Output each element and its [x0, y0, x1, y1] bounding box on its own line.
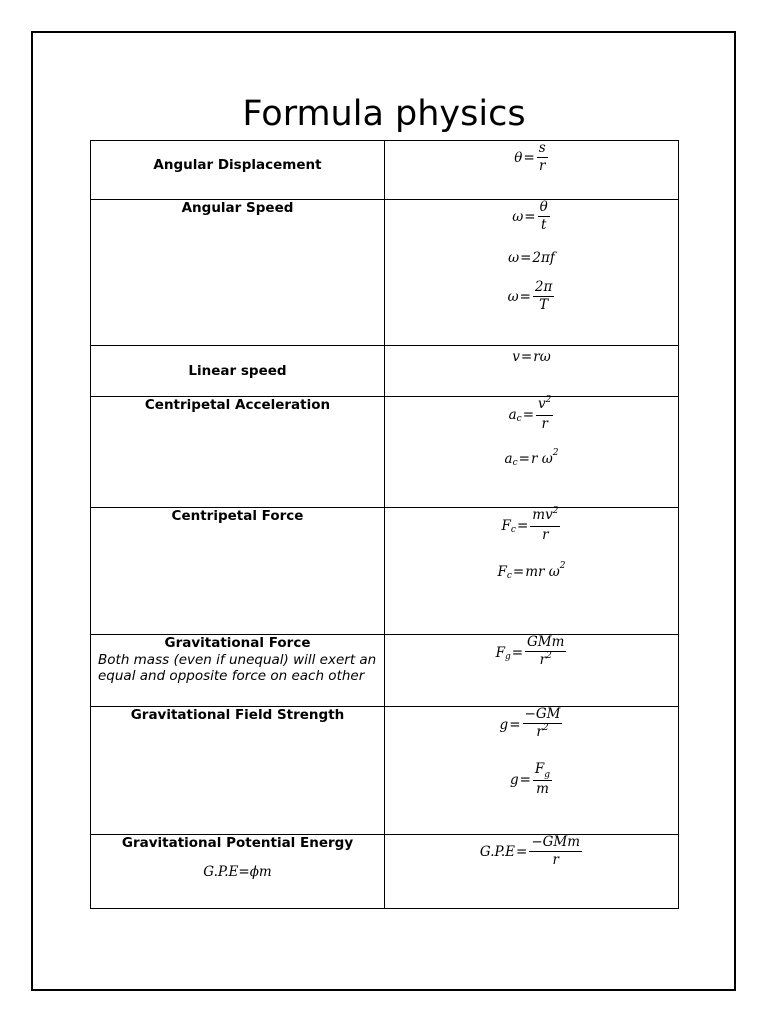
row-label: Gravitational Force	[164, 635, 311, 651]
row-label: Linear speed	[188, 362, 287, 379]
label-cell	[91, 835, 385, 909]
formula-gpe-gmm-r: G.P.E = $\frac{\text{−GMm}}{r}$	[479, 834, 581, 868]
formula-cell	[385, 141, 679, 200]
row-label: Angular Speed	[181, 200, 294, 216]
row-label: Angular Displacement	[153, 157, 322, 173]
row-label: Centripetal Force	[171, 508, 304, 524]
formula-linear-speed: v = rω	[512, 349, 551, 365]
formula-field-strength-fg-m: g = $\frac{F_g}{m}$	[509, 761, 551, 797]
table-row	[91, 346, 679, 397]
formula-cell	[385, 707, 679, 835]
formula-centripetal-force-mv2-r: F c = $\frac{mv^2}{r}$	[501, 506, 559, 543]
formula-centripetal-acc-r-omega2: a c = r ω 2	[504, 448, 559, 468]
table-row	[91, 200, 679, 346]
label-cell	[91, 200, 385, 346]
formula-centripetal-force-mr-omega2: F c = mr ω 2	[497, 561, 566, 581]
formula-field-strength-gm-r2: g = $\frac{-GM}{r^2}$	[499, 706, 561, 740]
table-row	[91, 141, 679, 200]
row-label: Gravitational Field Strength	[130, 707, 345, 723]
formula-cell	[385, 200, 679, 346]
label-cell	[91, 635, 385, 707]
label-cell	[91, 508, 385, 635]
formula-cell	[385, 835, 679, 909]
formula-gpe-phi: G.P.E=ϕm	[203, 864, 272, 880]
formula-cell	[385, 508, 679, 635]
formula-omega-theta-t: ω = $\frac{\theta}{t}$	[512, 199, 548, 233]
table-row	[91, 508, 679, 635]
formula-table	[90, 140, 679, 909]
label-cell	[91, 141, 385, 200]
table-row	[91, 707, 679, 835]
formula-cell	[385, 635, 679, 707]
label-cell	[91, 346, 385, 397]
formula-omega-2pi-T: ω = $\frac{2\pi}{T}$	[507, 279, 553, 313]
table-row	[91, 635, 679, 707]
row-note: Both mass (even if unequal) will exert an equal and opposite force on each other	[98, 652, 377, 684]
formula-cell	[385, 346, 679, 397]
table-row	[91, 835, 679, 909]
formula-angular-displacement: θ = $\frac{s}{r}$	[514, 140, 546, 174]
table-row	[91, 397, 679, 508]
row-label: Centripetal Acceleration	[144, 397, 331, 413]
label-cell	[91, 397, 385, 508]
row-label: Gravitational Potential Energy	[121, 835, 354, 851]
formula-omega-2pif: ω = 2πf	[508, 250, 555, 266]
page-title: Formula physics	[242, 94, 526, 134]
label-cell	[91, 707, 385, 835]
formula-centripetal-acc-v2-r: a c = $\frac{v^2}{r}$	[508, 395, 552, 432]
formula-gravitational-force: F g = $\frac{\text{GMm}}{r^2}$	[495, 634, 565, 668]
formula-cell	[385, 397, 679, 508]
